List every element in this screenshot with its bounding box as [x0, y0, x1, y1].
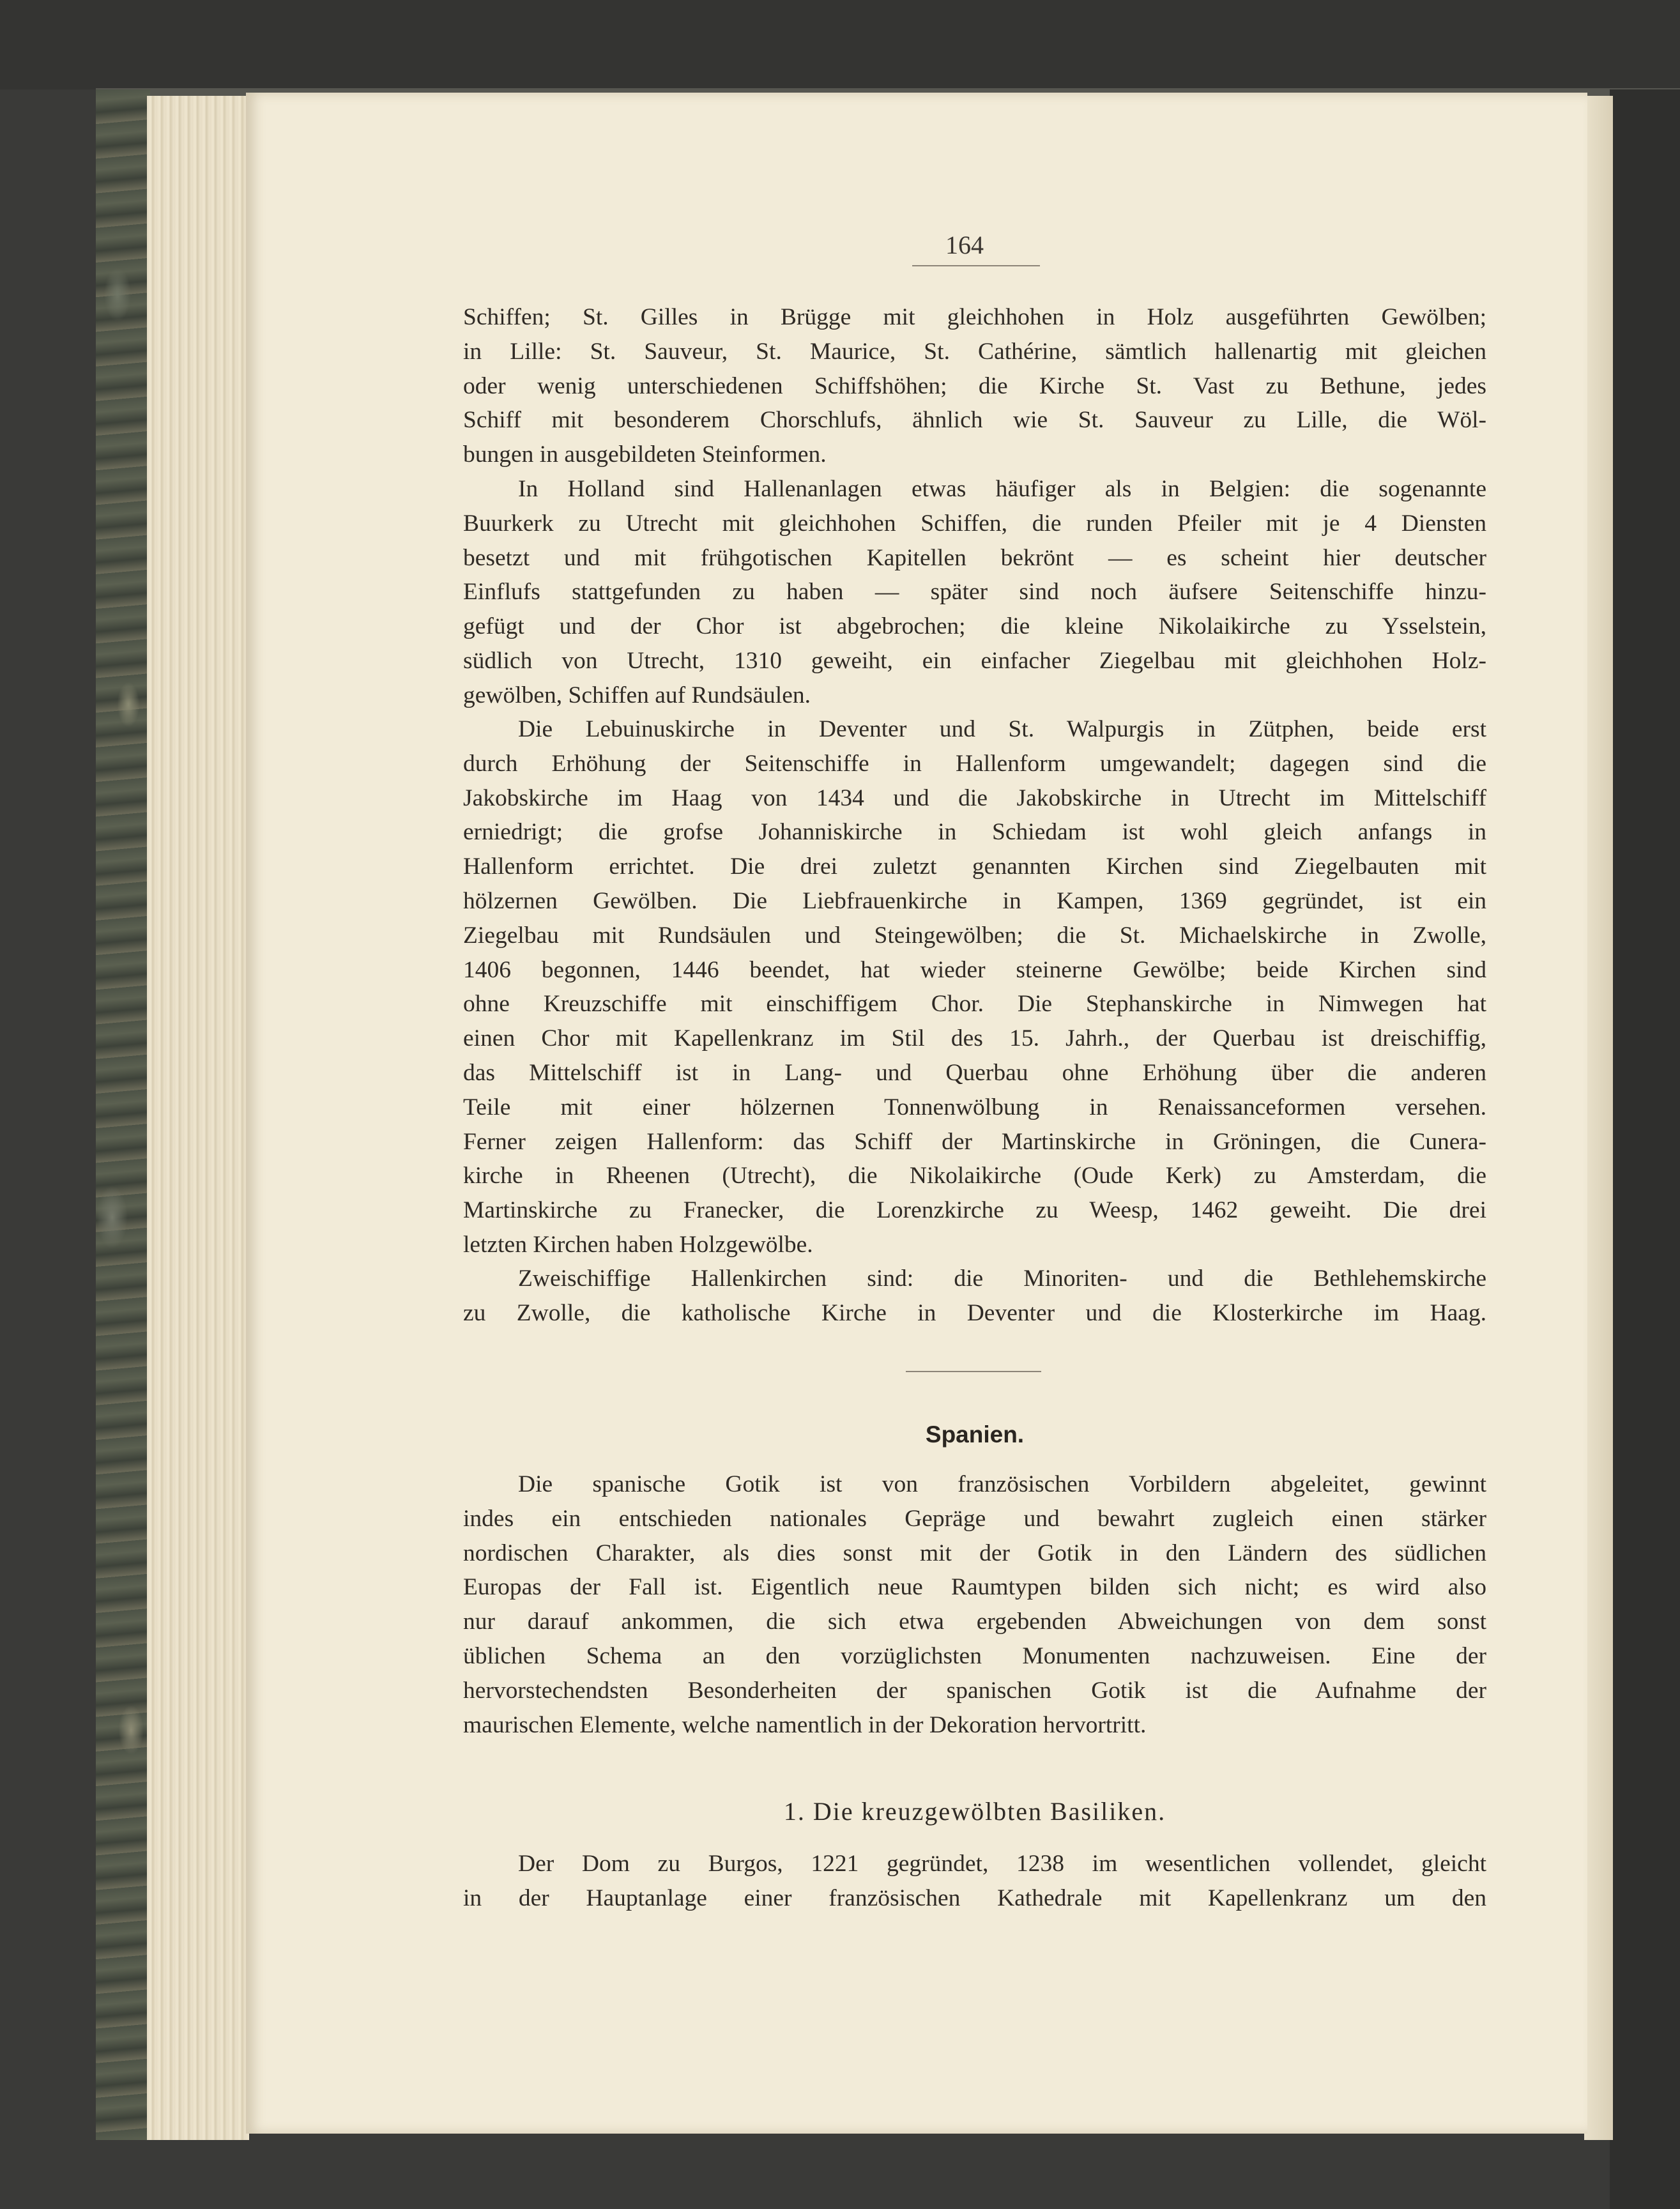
text-line: üblichen Schema an den vorzüglichsten Monumenten nachzuweisen. Eine der — [463, 1642, 1486, 1669]
text-line: südlich von Utrecht, 1310 geweiht, ein einfacher Ziegelbau mit gleichhohen Holz- — [463, 647, 1486, 674]
paragraph-4 — [463, 1262, 1486, 1331]
text-line: in der Hauptanlage einer französischen Kathedrale mit Kapellenkranz um den — [463, 1884, 1486, 1911]
text-line: Martinskirche zu Franecker, die Lorenzkirche zu Weesp, 1462 geweiht. Die drei — [463, 1197, 1486, 1224]
text-line: nur darauf ankommen, die sich etwa ergebenden Abweichungen von dem sonst — [463, 1609, 1486, 1635]
section-separator — [906, 1371, 1041, 1372]
text-line: Zweischiffige Hallenkirchen sind: die Minoriten- und die Bethlehemskirche — [518, 1265, 1486, 1292]
text-line: hervorstechendsten Besonderheiten der spanischen Gotik ist die Aufnahme der — [463, 1677, 1486, 1704]
paragraph-2 — [463, 472, 1486, 713]
subsection-heading: 1. Die kreuzgewölbten Basiliken. — [783, 1797, 1166, 1826]
text-line: gewölben, Schiffen auf Rundsäulen. — [463, 682, 811, 708]
text-line: kirche in Rheenen (Utrecht), die Nikolaikirche (Oude Kerk) zu Amsterdam, die — [463, 1163, 1486, 1189]
text-line: Teile mit einer hölzernen Tonnenwölbung in Renaissanceformen versehen. — [463, 1094, 1486, 1120]
text-line: einen Chor mit Kapellenkranz im Stil des 15. Jahrh., der Querbau ist dreischiffig, — [463, 1025, 1486, 1052]
text-line: Schiff mit besonderem Chorschlufs, ähnlich wie St. Sauveur zu Lille, die Wöl- — [463, 407, 1486, 434]
text-line: ohne Kreuzschiffe mit einschiffigem Chor. Die Stephanskirche in Nimwegen hat — [463, 991, 1486, 1018]
text-line: Einflufs stattgefunden zu haben — später sind noch äufsere Seitenschiffe hinzu- — [463, 579, 1486, 606]
text-line: durch Erhöhung der Seitenschiffe in Hallenform umgewandelt; dagegen sind die — [463, 750, 1486, 777]
text-line: in Lille: St. Sauveur, St. Maurice, St. Cathérine, sämtlich hallenartig mit gleichen — [463, 338, 1486, 365]
section-heading: Spanien. — [925, 1421, 1025, 1448]
page-block-right — [1584, 96, 1613, 2140]
text-line: Die Lebuinuskirche in Deventer und St. Walpurgis in Zütphen, beide erst — [518, 716, 1486, 742]
text-line: zu Zwolle, die katholische Kirche in Deventer und die Klosterkirche im Haag. — [463, 1299, 1486, 1326]
text-line: 1406 begonnen, 1446 beendet, hat wieder steinerne Gewölbe; beide Kirchen sind — [463, 956, 1486, 983]
background — [0, 0, 1680, 89]
text-line: bungen in ausgebildeten Steinformen. — [463, 441, 827, 468]
text-line: Hallenform errichtet. Die drei zuletzt genannten Kirchen sind Ziegelbauten mit — [463, 853, 1486, 880]
text-line: das Mittelschiff ist in Lang- und Querbau ohne Erhöhung über die anderen — [463, 1059, 1486, 1086]
paragraph-6 — [463, 1847, 1486, 1916]
text-line: Die spanische Gotik ist von französischen Vorbildern abgeleitet, gewinnt — [518, 1471, 1486, 1497]
book-cover-right — [1610, 89, 1680, 2209]
text-line: Der Dom zu Burgos, 1221 gegründet, 1238 im wesentlichen vollendet, gleicht — [518, 1851, 1486, 1877]
text-line: Buurkerk zu Utrecht mit gleichhohen Schiffen, die runden Pfeiler mit je 4 Diensten — [463, 510, 1486, 537]
text-line: Europas der Fall ist. Eigentlich neue Raumtypen bilden sich nicht; es wird also — [463, 1574, 1486, 1601]
text-line: besetzt und mit frühgotischen Kapitellen bekrönt — es scheint hier deutscher — [463, 544, 1486, 571]
marbled-book-edge — [96, 89, 150, 2140]
page-number: 164 — [945, 231, 984, 259]
paragraph-3 — [463, 712, 1486, 1262]
text-line: nordischen Charakter, als dies sonst mit der Gotik in den Ländern des südlichen — [463, 1540, 1486, 1566]
text-line: maurischen Elemente, welche namentlich in der Dekoration hervortritt. — [463, 1711, 1147, 1738]
text-line: oder wenig unterschiedenen Schiffshöhen; die Kirche St. Vast zu Bethune, jedes — [463, 372, 1486, 399]
page-block-left — [147, 96, 249, 2140]
text-line: Ferner zeigen Hallenform: das Schiff der Martinskirche in Gröningen, die Cunera- — [463, 1128, 1486, 1155]
page-number-rule — [912, 265, 1040, 266]
text-line: hölzernen Gewölben. Die Liebfrauenkirche in Kampen, 1369 gegründet, ist ein — [463, 887, 1486, 914]
paragraph-5 — [463, 1467, 1486, 1742]
text-line: In Holland sind Hallenanlagen etwas häufiger als in Belgien: die sogenannte — [518, 476, 1486, 502]
text-line: erniedrigt; die grofse Johanniskirche in Schiedam ist wohl gleich anfangs in — [463, 819, 1486, 846]
text-line: letzten Kirchen haben Holzgewölbe. — [463, 1231, 813, 1258]
text-line: Schiffen; St. Gilles in Brügge mit gleichhohen in Holz ausgeführten Gewölben; — [463, 304, 1486, 330]
text-line: Jakobskirche im Haag von 1434 und die Jakobskirche in Utrecht im Mittelschiff — [463, 784, 1486, 811]
text-line: indes ein entschieden nationales Gepräge und bewahrt zugleich einen stärker — [463, 1505, 1486, 1532]
text-line: Ziegelbau mit Rundsäulen und Steingewölben; die St. Michaelskirche in Zwolle, — [463, 922, 1486, 949]
paragraph-1 — [463, 300, 1486, 472]
text-line: gefügt und der Chor ist abgebrochen; die kleine Nikolaikirche zu Ysselstein, — [463, 613, 1486, 640]
